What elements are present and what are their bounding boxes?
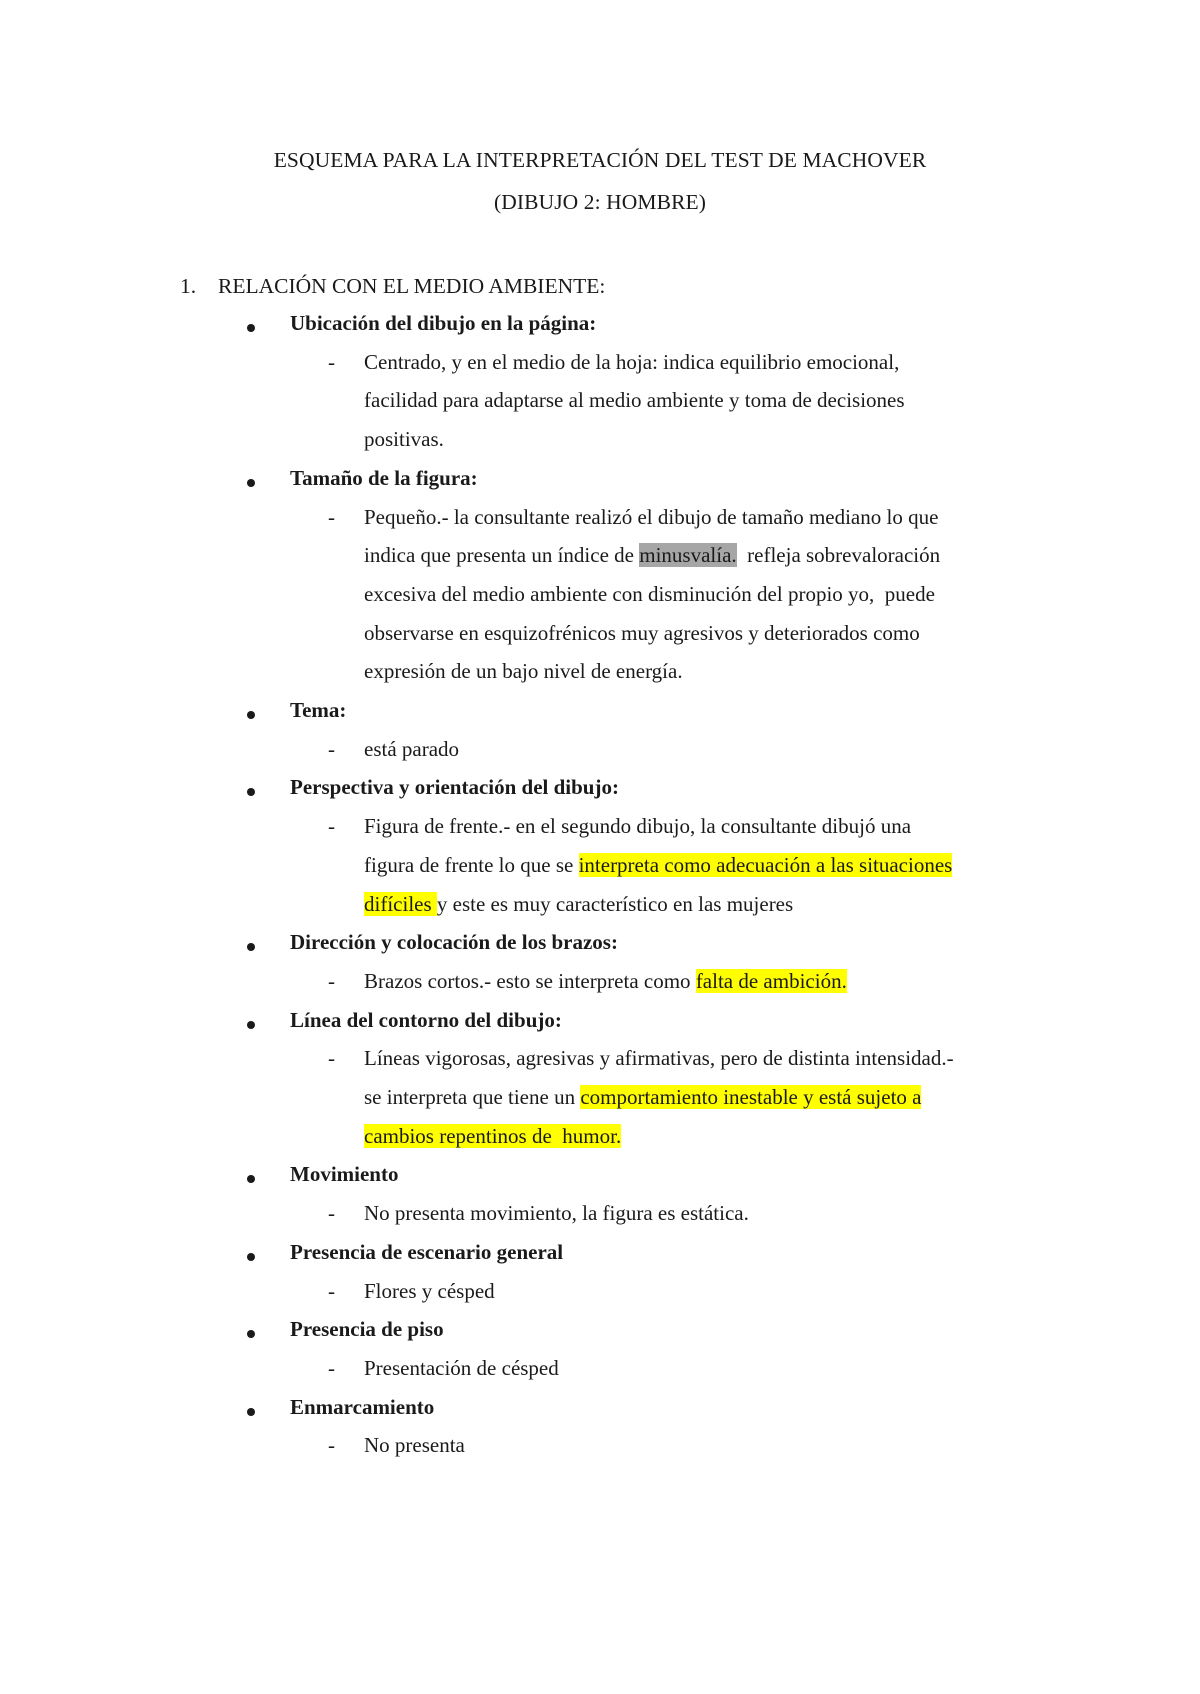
text-segment: Figura de frente.- en el segundo dibujo, la consultante dibujó una bbox=[364, 814, 912, 839]
item-heading: Tamaño de la figura: bbox=[290, 465, 478, 490]
text-segment: Centrado, y en el medio de la hoja: indica equilibrio emocional, bbox=[364, 349, 900, 374]
dash-marker: - bbox=[328, 1046, 335, 1071]
text-segment: está parado bbox=[364, 736, 460, 761]
bullet-icon bbox=[247, 1253, 255, 1261]
item-text-line bbox=[364, 388, 905, 413]
text-segment: positivas. bbox=[364, 427, 444, 452]
dash-marker: - bbox=[328, 814, 335, 839]
item-text-line bbox=[364, 1279, 495, 1304]
item-heading: Presencia de piso bbox=[290, 1317, 444, 1342]
item-heading: Perspectiva y orientación del dibujo: bbox=[290, 775, 619, 800]
item-heading: Presencia de escenario general bbox=[290, 1239, 564, 1264]
text-segment: Líneas vigorosas, agresivas y afirmativas, pero de distinta intensidad.- bbox=[364, 1046, 954, 1071]
item-text-line bbox=[364, 1201, 749, 1226]
bullet-icon bbox=[247, 1021, 255, 1029]
item-heading: Tema: bbox=[290, 698, 347, 722]
text-segment: No presenta bbox=[364, 1433, 465, 1458]
dash-marker: - bbox=[328, 349, 335, 374]
item-text-line bbox=[364, 350, 899, 375]
document-subtitle: (DIBUJO 2: HOMBRE) bbox=[493, 190, 707, 214]
text-segment: excesiva del medio ambiente con disminución del propio yo, puede bbox=[364, 581, 935, 606]
text-segment: y este es muy característico en las mujeres bbox=[436, 891, 794, 916]
dash-marker: - bbox=[328, 1355, 335, 1380]
text-segment: No presenta movimiento, la figura es estática. bbox=[364, 1201, 749, 1226]
item-text-line bbox=[364, 737, 459, 762]
item-text-line bbox=[364, 814, 911, 839]
item-text-line bbox=[364, 659, 683, 684]
dash-marker: - bbox=[328, 1278, 335, 1303]
dash-marker: - bbox=[328, 1433, 335, 1458]
item-text-line bbox=[364, 892, 793, 917]
item-text-line bbox=[364, 1124, 621, 1149]
highlight-gray: minusvalía. bbox=[639, 543, 737, 568]
text-segment: Brazos cortos.- esto se interpreta como bbox=[364, 968, 696, 993]
item-heading: Movimiento bbox=[290, 1162, 399, 1187]
bullet-icon bbox=[247, 943, 255, 951]
text-segment: Flores y césped bbox=[364, 1278, 495, 1303]
item-text-line bbox=[364, 1356, 559, 1381]
text-segment: refleja sobrevaloración bbox=[736, 543, 941, 568]
item-heading: Enmarcamiento bbox=[290, 1394, 435, 1419]
item-text-line bbox=[364, 621, 920, 646]
bullet-icon bbox=[247, 479, 255, 487]
highlight-yellow: difíciles bbox=[364, 891, 437, 916]
highlight-yellow: comportamiento inestable y está sujeto a bbox=[580, 1085, 922, 1109]
dash-marker: - bbox=[328, 504, 335, 529]
bullet-icon bbox=[247, 711, 255, 719]
item-text-line bbox=[364, 969, 847, 994]
text-segment: expresión de un bajo nivel de energía. bbox=[364, 659, 683, 684]
highlight-yellow: falta de ambición. bbox=[695, 968, 847, 993]
dash-marker: - bbox=[328, 968, 335, 993]
dash-marker: - bbox=[328, 1201, 335, 1226]
item-text-line bbox=[364, 1433, 465, 1458]
item-heading: Línea del contorno del dibujo: bbox=[290, 1007, 562, 1032]
bullet-icon bbox=[247, 1408, 255, 1416]
text-segment: figura de frente lo que se bbox=[364, 852, 579, 877]
item-text-line bbox=[364, 1046, 954, 1071]
bullet-icon bbox=[247, 1175, 255, 1183]
text-segment: observarse en esquizofrénicos muy agresivos y deteriorados como bbox=[364, 620, 920, 645]
bullet-icon bbox=[247, 324, 255, 332]
item-heading: Dirección y colocación de los brazos: bbox=[290, 930, 618, 955]
text-segment: Pequeño.- la consultante realizó el dibujo de tamaño mediano lo que bbox=[364, 504, 939, 529]
item-text-line bbox=[364, 543, 940, 568]
item-text-line bbox=[364, 853, 952, 878]
section-title: RELACIÓN CON EL MEDIO AMBIENTE: bbox=[218, 274, 606, 298]
highlight-yellow: cambios repentinos de humor. bbox=[364, 1123, 622, 1148]
section-heading bbox=[180, 274, 605, 299]
text-segment: se interpreta que tiene un bbox=[364, 1085, 581, 1109]
item-text-line bbox=[364, 505, 938, 530]
document-title: ESQUEMA PARA LA INTERPRETACIÓN DEL TEST DE MACHOVER bbox=[273, 148, 927, 172]
bullet-icon bbox=[247, 788, 255, 796]
section-number: 1. bbox=[180, 274, 197, 298]
item-text-line bbox=[364, 427, 444, 452]
text-segment: indica que presenta un índice de bbox=[364, 543, 640, 568]
highlight-yellow: interpreta como adecuación a las situaciones bbox=[578, 852, 953, 877]
bullet-icon bbox=[247, 1330, 255, 1338]
text-segment: facilidad para adaptarse al medio ambiente y toma de decisiones bbox=[364, 388, 905, 413]
item-heading: Ubicación del dibujo en la página: bbox=[290, 311, 597, 335]
dash-marker: - bbox=[328, 736, 335, 761]
item-text-line bbox=[364, 582, 935, 607]
item-text-line bbox=[364, 1085, 921, 1110]
text-segment: Presentación de césped bbox=[364, 1355, 559, 1380]
